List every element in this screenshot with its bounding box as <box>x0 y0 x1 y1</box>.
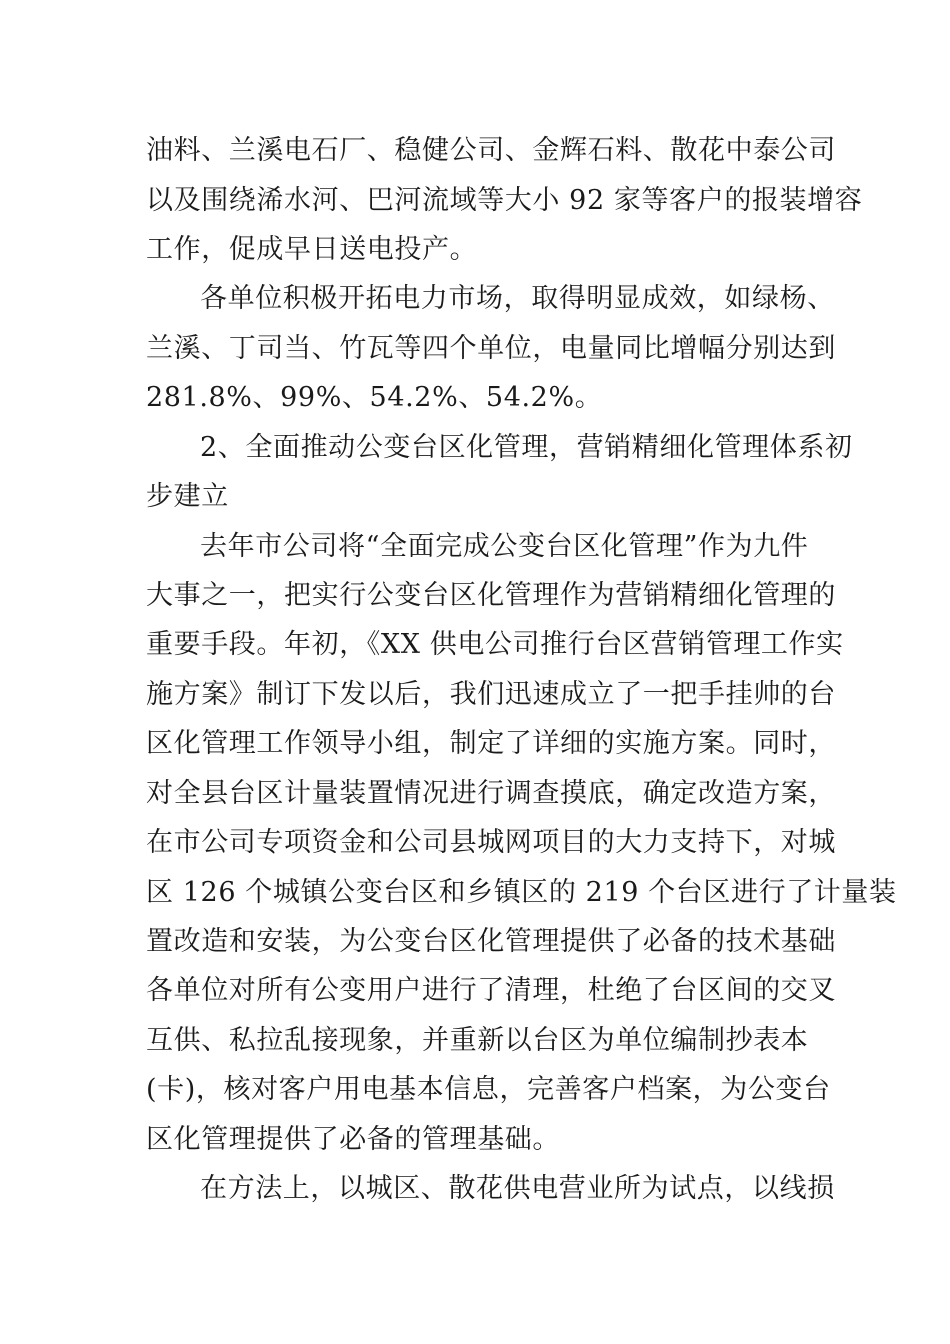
text-line: 油料、兰溪电石厂、稳健公司、金辉石料、散花中泰公司 <box>146 135 836 166</box>
text-line: 兰溪、丁司当、竹瓦等四个单位，电量同比增幅分别达到 <box>146 333 836 364</box>
text-line: 对全县台区计量装置情况进行调查摸底，确定改造方案， <box>146 778 836 809</box>
text-line: 重要手段。年初，《XX 供电公司推行台区营销管理工作实 <box>146 629 844 660</box>
text-line: 工作，促成早日送电投产。 <box>146 234 478 265</box>
text-line: 281.8%、99%、54.2%、54.2%。 <box>146 382 603 413</box>
paragraph-start-line: 在方法上，以城区、散花供电营业所为试点，以线损 <box>200 1173 835 1204</box>
text-line: 互供、私拉乱接现象，并重新以台区为单位编制抄表本 <box>146 1025 809 1056</box>
text-line: 区化管理工作领导小组，制定了详细的实施方案。同时， <box>146 728 836 759</box>
paragraph-start-line: 去年市公司将“全面完成公变台区化管理”作为九件 <box>200 531 809 562</box>
text-line: 在市公司专项资金和公司县城网项目的大力支持下，对城 <box>146 827 836 858</box>
text-line: 各单位对所有公变用户进行了清理，杜绝了台区间的交叉 <box>146 975 836 1006</box>
text-line: 以及围绕浠水河、巴河流域等大小 92 家等客户的报装增容 <box>146 185 863 216</box>
paragraph-start-line: 各单位积极开拓电力市场，取得明显成效，如绿杨、 <box>200 283 835 314</box>
section-heading-line: 步建立 <box>146 481 229 512</box>
section-heading-line: 2、全面推动公变台区化管理，营销精细化管理体系初 <box>200 432 853 463</box>
text-line: 置改造和安装，为公变台区化管理提供了必备的技术基础 <box>146 926 836 957</box>
text-line: (卡)，核对客户用电基本信息，完善客户档案，为公变台 <box>146 1074 831 1105</box>
text-line: 施方案》制订下发以后，我们迅速成立了一把手挂帅的台 <box>146 679 836 710</box>
text-line: 区化管理提供了必备的管理基础。 <box>146 1124 560 1155</box>
text-line: 区 126 个城镇公变台区和乡镇区的 219 个台区进行了计量装 <box>146 877 897 908</box>
text-line: 大事之一，把实行公变台区化管理作为营销精细化管理的 <box>146 580 836 611</box>
